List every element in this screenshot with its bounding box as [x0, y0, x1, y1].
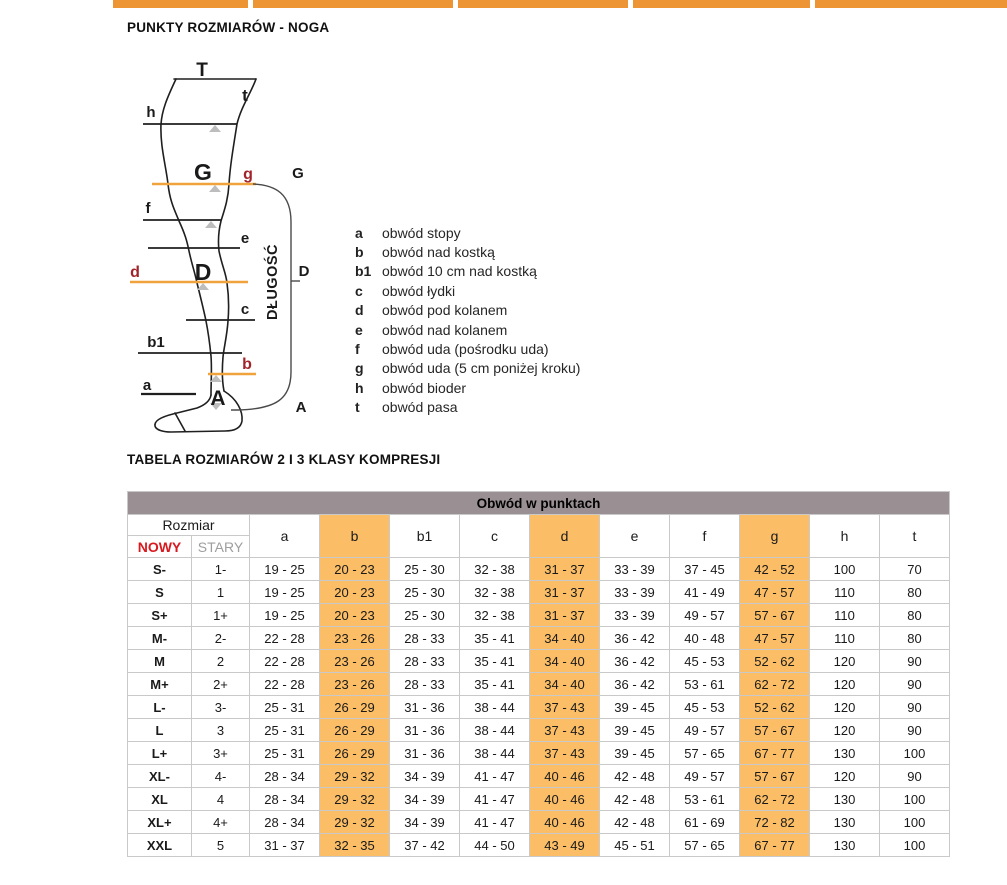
value-cell-b: 26 - 29 — [320, 696, 390, 719]
value-cell-b: 26 - 29 — [320, 719, 390, 742]
leg-measurement-diagram — [103, 50, 353, 435]
value-cell-f: 40 - 48 — [670, 627, 740, 650]
value-cell-g: 72 - 82 — [740, 811, 810, 834]
value-cell-g: 62 - 72 — [740, 673, 810, 696]
legend-list — [355, 223, 580, 417]
legend-text: obwód uda (pośrodku uda) — [382, 341, 549, 358]
legend-item-f — [355, 339, 580, 358]
column-header-h: h — [810, 515, 880, 558]
value-cell-b: 20 - 23 — [320, 581, 390, 604]
new-size-cell: XL+ — [128, 811, 192, 834]
value-cell-b1: 37 - 42 — [390, 834, 460, 857]
value-cell-e: 39 - 45 — [600, 742, 670, 765]
table-row-L- — [128, 696, 950, 719]
value-cell-d: 37 - 43 — [530, 719, 600, 742]
value-cell-g: 67 - 77 — [740, 834, 810, 857]
value-cell-t: 100 — [880, 788, 950, 811]
legend-item-h — [355, 378, 580, 397]
new-size-cell: M- — [128, 627, 192, 650]
value-cell-f: 49 - 57 — [670, 765, 740, 788]
table-row-L+ — [128, 742, 950, 765]
point-label-t: t — [242, 86, 248, 105]
size-table-body — [128, 558, 950, 857]
value-cell-t: 100 — [880, 811, 950, 834]
value-cell-h: 110 — [810, 581, 880, 604]
legend-text: obwód pod kolanem — [382, 302, 508, 319]
new-size-header: NOWY — [128, 536, 192, 558]
value-cell-c: 32 - 38 — [460, 581, 530, 604]
value-cell-b1: 28 - 33 — [390, 650, 460, 673]
value-cell-h: 130 — [810, 742, 880, 765]
value-cell-b: 20 - 23 — [320, 604, 390, 627]
value-cell-f: 49 - 57 — [670, 719, 740, 742]
table-row-S+ — [128, 604, 950, 627]
new-size-cell: L- — [128, 696, 192, 719]
old-size-cell: 2+ — [192, 673, 250, 696]
point-label-d: d — [130, 264, 140, 281]
legend-item-c — [355, 281, 580, 300]
legend-text: obwód łydki — [382, 282, 456, 299]
value-cell-b1: 25 - 30 — [390, 558, 460, 581]
value-cell-e: 39 - 45 — [600, 696, 670, 719]
size-header: Rozmiar — [128, 515, 250, 536]
value-cell-t: 100 — [880, 834, 950, 857]
value-cell-a: 25 - 31 — [250, 719, 320, 742]
value-cell-t: 90 — [880, 650, 950, 673]
value-cell-c: 38 - 44 — [460, 719, 530, 742]
legend-key: a — [355, 224, 363, 241]
legend-key: g — [355, 360, 364, 377]
value-cell-e: 42 - 48 — [600, 788, 670, 811]
value-cell-e: 45 - 51 — [600, 834, 670, 857]
table-title: Obwód w punktach — [128, 492, 950, 515]
old-size-cell: 2- — [192, 627, 250, 650]
value-cell-h: 120 — [810, 719, 880, 742]
value-cell-b1: 34 - 39 — [390, 765, 460, 788]
legend-key: c — [355, 282, 363, 299]
value-cell-g: 52 - 62 — [740, 650, 810, 673]
value-cell-b1: 28 - 33 — [390, 673, 460, 696]
value-cell-c: 44 - 50 — [460, 834, 530, 857]
new-size-cell: XXL — [128, 834, 192, 857]
value-cell-d: 31 - 37 — [530, 558, 600, 581]
value-cell-a: 22 - 28 — [250, 673, 320, 696]
old-size-cell: 5 — [192, 834, 250, 857]
legend-text: obwód pasa — [382, 399, 458, 416]
column-header-t: t — [880, 515, 950, 558]
point-label-f: f — [145, 200, 151, 217]
section2-title: TABELA ROZMIARÓW 2 I 3 KLASY KOMPRESJI — [127, 452, 441, 467]
value-cell-t: 80 — [880, 604, 950, 627]
value-cell-c: 41 - 47 — [460, 788, 530, 811]
value-cell-g: 57 - 67 — [740, 604, 810, 627]
old-size-cell: 4+ — [192, 811, 250, 834]
legend-item-t — [355, 398, 580, 417]
table-row-XL- — [128, 765, 950, 788]
value-cell-d: 31 - 37 — [530, 581, 600, 604]
value-cell-f: 45 - 53 — [670, 650, 740, 673]
old-size-cell: 3+ — [192, 742, 250, 765]
legend-item-d — [355, 301, 580, 320]
point-label-a: a — [142, 377, 152, 394]
value-cell-a: 22 - 28 — [250, 650, 320, 673]
nav-tab-5[interactable] — [815, 0, 1007, 8]
value-cell-e: 33 - 39 — [600, 581, 670, 604]
value-cell-t: 80 — [880, 627, 950, 650]
value-cell-d: 31 - 37 — [530, 604, 600, 627]
value-cell-b: 26 - 29 — [320, 742, 390, 765]
point-label-g: g — [243, 166, 253, 183]
old-size-header: STARY — [192, 536, 250, 558]
value-cell-a: 28 - 34 — [250, 765, 320, 788]
value-cell-h: 110 — [810, 604, 880, 627]
section1-title: PUNKTY ROZMIARÓW - NOGA — [127, 20, 330, 35]
value-cell-e: 33 - 39 — [600, 604, 670, 627]
top-nav-bar — [113, 0, 1007, 8]
legend-item-g — [355, 359, 580, 378]
old-size-cell: 1- — [192, 558, 250, 581]
value-cell-g: 42 - 52 — [740, 558, 810, 581]
value-cell-g: 62 - 72 — [740, 788, 810, 811]
nav-tab-4[interactable] — [633, 0, 810, 8]
table-row-XL+ — [128, 811, 950, 834]
value-cell-a: 28 - 34 — [250, 811, 320, 834]
nav-tab-2[interactable] — [253, 0, 453, 8]
value-cell-e: 36 - 42 — [600, 627, 670, 650]
value-cell-b: 20 - 23 — [320, 558, 390, 581]
value-cell-b: 23 - 26 — [320, 627, 390, 650]
value-cell-a: 25 - 31 — [250, 696, 320, 719]
value-cell-h: 130 — [810, 788, 880, 811]
value-cell-b: 23 - 26 — [320, 650, 390, 673]
new-size-cell: L+ — [128, 742, 192, 765]
legend-text: obwód uda (5 cm poniżej kroku) — [382, 360, 581, 377]
nav-tab-3[interactable] — [458, 0, 628, 8]
value-cell-f: 53 - 61 — [670, 788, 740, 811]
bracket-label-G: G — [292, 165, 304, 182]
value-cell-e: 42 - 48 — [600, 765, 670, 788]
column-header-b1: b1 — [390, 515, 460, 558]
value-cell-b: 29 - 32 — [320, 788, 390, 811]
value-cell-c: 35 - 41 — [460, 650, 530, 673]
legend-key: h — [355, 379, 364, 396]
value-cell-f: 45 - 53 — [670, 696, 740, 719]
value-cell-b: 32 - 35 — [320, 834, 390, 857]
old-size-cell: 4- — [192, 765, 250, 788]
value-cell-c: 38 - 44 — [460, 742, 530, 765]
new-size-cell: S- — [128, 558, 192, 581]
value-cell-b: 29 - 32 — [320, 811, 390, 834]
value-cell-c: 41 - 47 — [460, 811, 530, 834]
value-cell-g: 57 - 67 — [740, 719, 810, 742]
table-row-M — [128, 650, 950, 673]
value-cell-g: 47 - 57 — [740, 627, 810, 650]
size-table-container — [127, 491, 950, 857]
points-header-row — [128, 515, 950, 536]
table-row-M+ — [128, 673, 950, 696]
value-cell-b: 23 - 26 — [320, 673, 390, 696]
value-cell-h: 120 — [810, 650, 880, 673]
value-cell-a: 31 - 37 — [250, 834, 320, 857]
old-size-cell: 1 — [192, 581, 250, 604]
value-cell-g: 67 - 77 — [740, 742, 810, 765]
value-cell-e: 36 - 42 — [600, 650, 670, 673]
table-row-S — [128, 581, 950, 604]
value-cell-e: 33 - 39 — [600, 558, 670, 581]
point-label-h: h — [146, 104, 156, 121]
table-row-XXL — [128, 834, 950, 857]
leg-outline — [155, 79, 256, 432]
value-cell-d: 37 - 43 — [530, 742, 600, 765]
legend-text: obwód 10 cm nad kostką — [382, 263, 537, 280]
value-cell-d: 34 - 40 — [530, 650, 600, 673]
value-cell-t: 80 — [880, 581, 950, 604]
value-cell-c: 41 - 47 — [460, 765, 530, 788]
value-cell-h: 120 — [810, 673, 880, 696]
value-cell-c: 32 - 38 — [460, 604, 530, 627]
value-cell-f: 49 - 57 — [670, 604, 740, 627]
value-cell-g: 47 - 57 — [740, 581, 810, 604]
value-cell-b1: 34 - 39 — [390, 788, 460, 811]
legend-item-b — [355, 242, 580, 261]
value-cell-c: 35 - 41 — [460, 627, 530, 650]
legend-key: d — [355, 302, 364, 319]
value-cell-f: 53 - 61 — [670, 673, 740, 696]
size-table — [127, 491, 950, 857]
value-cell-d: 43 - 49 — [530, 834, 600, 857]
legend-text: obwód nad kolanem — [382, 321, 508, 338]
legend-key: b — [355, 244, 364, 261]
table-row-L — [128, 719, 950, 742]
value-cell-a: 19 - 25 — [250, 604, 320, 627]
legend-item-e — [355, 320, 580, 339]
value-cell-b1: 31 - 36 — [390, 719, 460, 742]
new-size-cell: S — [128, 581, 192, 604]
value-cell-b1: 31 - 36 — [390, 742, 460, 765]
legend-key: t — [355, 399, 360, 416]
value-cell-h: 130 — [810, 834, 880, 857]
point-label-D: D — [194, 259, 212, 285]
value-cell-f: 41 - 49 — [670, 581, 740, 604]
old-size-cell: 1+ — [192, 604, 250, 627]
old-size-cell: 3- — [192, 696, 250, 719]
point-label-T: T — [196, 60, 208, 81]
old-size-cell: 2 — [192, 650, 250, 673]
value-cell-h: 130 — [810, 811, 880, 834]
value-cell-t: 90 — [880, 673, 950, 696]
value-cell-a: 19 - 25 — [250, 581, 320, 604]
value-cell-t: 90 — [880, 696, 950, 719]
value-cell-t: 70 — [880, 558, 950, 581]
table-row-S- — [128, 558, 950, 581]
toe-seam — [175, 413, 185, 431]
point-label-c: c — [240, 301, 250, 318]
column-header-d: d — [530, 515, 600, 558]
value-cell-c: 35 - 41 — [460, 673, 530, 696]
value-cell-d: 40 - 46 — [530, 811, 600, 834]
bracket-label-D: D — [298, 263, 310, 280]
new-size-cell: XL — [128, 788, 192, 811]
column-header-f: f — [670, 515, 740, 558]
point-label-G: G — [194, 159, 212, 185]
legend-key: b1 — [355, 263, 372, 280]
value-cell-d: 40 - 46 — [530, 765, 600, 788]
nav-tab-1[interactable] — [113, 0, 248, 8]
value-cell-b1: 25 - 30 — [390, 581, 460, 604]
value-cell-a: 25 - 31 — [250, 742, 320, 765]
legend-item-a — [355, 223, 580, 242]
column-header-b: b — [320, 515, 390, 558]
point-label-b1: b1 — [147, 334, 165, 351]
value-cell-b1: 25 - 30 — [390, 604, 460, 627]
value-cell-f: 57 - 65 — [670, 834, 740, 857]
value-cell-h: 110 — [810, 627, 880, 650]
value-cell-f: 61 - 69 — [670, 811, 740, 834]
value-cell-h: 120 — [810, 765, 880, 788]
value-cell-g: 57 - 67 — [740, 765, 810, 788]
value-cell-c: 38 - 44 — [460, 696, 530, 719]
value-cell-t: 100 — [880, 742, 950, 765]
value-cell-d: 40 - 46 — [530, 788, 600, 811]
point-label-e: e — [240, 230, 250, 247]
value-cell-g: 52 - 62 — [740, 696, 810, 719]
bracket-label-A: A — [295, 399, 307, 416]
new-size-cell: S+ — [128, 604, 192, 627]
value-cell-h: 120 — [810, 696, 880, 719]
value-cell-b: 29 - 32 — [320, 765, 390, 788]
value-cell-b1: 31 - 36 — [390, 696, 460, 719]
value-cell-f: 57 - 65 — [670, 742, 740, 765]
point-label-b: b — [242, 356, 252, 373]
value-cell-d: 34 - 40 — [530, 627, 600, 650]
table-row-XL — [128, 788, 950, 811]
legend-text: obwód nad kostką — [382, 244, 495, 261]
value-cell-d: 37 - 43 — [530, 696, 600, 719]
legend-key: f — [355, 341, 360, 358]
legend-text: obwód stopy — [382, 224, 461, 241]
value-cell-e: 42 - 48 — [600, 811, 670, 834]
value-cell-t: 90 — [880, 765, 950, 788]
value-cell-a: 28 - 34 — [250, 788, 320, 811]
legend-item-b1 — [355, 262, 580, 281]
new-size-cell: M+ — [128, 673, 192, 696]
length-label: DŁUGOŚĆ — [265, 244, 281, 320]
column-header-a: a — [250, 515, 320, 558]
value-cell-t: 90 — [880, 719, 950, 742]
new-size-cell: M — [128, 650, 192, 673]
column-header-e: e — [600, 515, 670, 558]
legend-key: e — [355, 321, 363, 338]
table-row-M- — [128, 627, 950, 650]
value-cell-e: 36 - 42 — [600, 673, 670, 696]
value-cell-f: 37 - 45 — [670, 558, 740, 581]
value-cell-a: 19 - 25 — [250, 558, 320, 581]
value-cell-b1: 34 - 39 — [390, 811, 460, 834]
old-size-cell: 3 — [192, 719, 250, 742]
old-size-cell: 4 — [192, 788, 250, 811]
value-cell-d: 34 - 40 — [530, 673, 600, 696]
column-header-g: g — [740, 515, 810, 558]
value-cell-e: 39 - 45 — [600, 719, 670, 742]
value-cell-h: 100 — [810, 558, 880, 581]
value-cell-a: 22 - 28 — [250, 627, 320, 650]
column-header-c: c — [460, 515, 530, 558]
legend-text: obwód bioder — [382, 379, 467, 396]
value-cell-c: 32 - 38 — [460, 558, 530, 581]
new-size-cell: L — [128, 719, 192, 742]
new-size-cell: XL- — [128, 765, 192, 788]
value-cell-b1: 28 - 33 — [390, 627, 460, 650]
foot-outline — [155, 391, 242, 432]
point-label-A: A — [210, 387, 226, 410]
